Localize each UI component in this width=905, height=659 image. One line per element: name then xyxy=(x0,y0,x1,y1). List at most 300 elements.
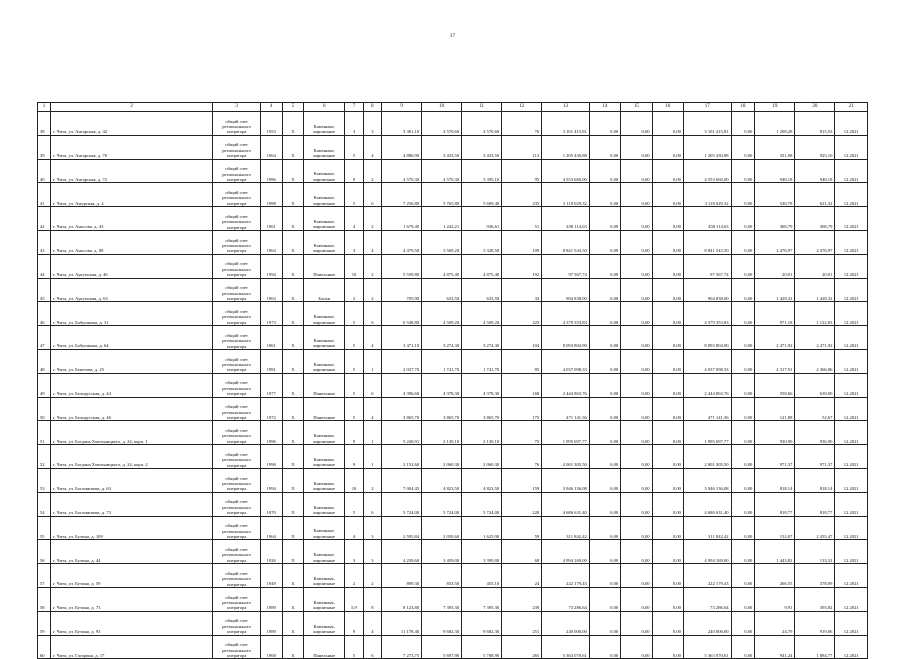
total-cost-cell: 2 001 305,50 xyxy=(542,445,590,469)
max-cost-cell: 971,37 xyxy=(795,445,835,469)
row-index-cell: 46 xyxy=(38,302,51,326)
wall-material-cell: Каменные, кирпичные xyxy=(304,112,345,136)
funding-cell: 0,00 xyxy=(621,540,652,564)
total-area-cell: 4 886,90 xyxy=(382,135,422,159)
unit-cost-cell: 2 471,92 xyxy=(755,326,795,350)
marker-cell: X xyxy=(282,492,304,516)
total-area-cell: 4 396,60 xyxy=(382,373,422,397)
column-number-cell: 16 xyxy=(652,103,683,112)
owner-funds-cell: 222 179,43 xyxy=(683,564,731,588)
wall-material-cell: Каменные, кирпичные xyxy=(304,611,345,635)
account-type-cell: общий счет регионального оператора xyxy=(213,159,261,183)
funding-cell: 0,00 xyxy=(621,183,652,207)
wall-material-cell: Панельные xyxy=(304,397,345,421)
build-year-cell: 1961 xyxy=(260,326,282,350)
owner-funds-cell: 471 141,36 xyxy=(683,397,731,421)
floors-cell: 10 xyxy=(345,468,363,492)
unit-cost-cell: 540,78 xyxy=(755,183,795,207)
unit-cost-cell: 0,00 xyxy=(731,278,755,302)
account-type-cell: общий счет регионального оператора xyxy=(213,373,261,397)
owner-funds-cell: 2 001 305,50 xyxy=(683,445,731,469)
marker-cell: X xyxy=(282,326,304,350)
unit-cost-cell: 368,79 xyxy=(755,207,795,231)
funding-cell: 0,00 xyxy=(621,349,652,373)
planned-date-cell: 12.2021 xyxy=(835,373,868,397)
funding-cell: 0,00 xyxy=(652,159,683,183)
planned-date-cell: 12.2021 xyxy=(835,587,868,611)
max-cost-cell: 639,00 xyxy=(795,373,835,397)
planned-date-cell: 12.2021 xyxy=(835,635,868,659)
account-type-cell: общий счет регионального оператора xyxy=(213,254,261,278)
floors-cell: 5,9 xyxy=(345,587,363,611)
funding-cell: 0,00 xyxy=(589,230,620,254)
funding-cell: 0,00 xyxy=(652,468,683,492)
marker-cell: X xyxy=(282,373,304,397)
total-area-cell: 705,90 xyxy=(382,278,422,302)
wall-material-cell: Каменные, кирпичные xyxy=(304,230,345,254)
residents-cell: 85 xyxy=(502,349,542,373)
funding-cell: 0,00 xyxy=(621,397,652,421)
unit-cost-cell: 1 428,32 xyxy=(755,278,795,302)
floors-cell: 4 xyxy=(345,207,363,231)
column-number-cell: 15 xyxy=(621,103,652,112)
entrances-cell: 3 xyxy=(363,516,381,540)
address-cell: г. Чита, ул. Богомягкова, д. 63 xyxy=(50,468,212,492)
floors-cell: 5 xyxy=(345,373,363,397)
total-area-cell: 4 239,60 xyxy=(382,540,422,564)
funding-cell: 0,00 xyxy=(589,611,620,635)
unit-cost-cell: 0,00 xyxy=(731,349,755,373)
unit-cost-cell: 152,07 xyxy=(755,516,795,540)
row-index-cell: 44 xyxy=(38,254,51,278)
max-cost-cell: 2 476,97 xyxy=(795,230,835,254)
owned-area-cell: 2 130,10 xyxy=(462,421,502,445)
owned-area-cell: 3 433,50 xyxy=(462,135,502,159)
unit-cost-cell: 0,00 xyxy=(731,373,755,397)
column-number-cell: 12 xyxy=(502,103,542,112)
total-cost-cell: 4 553 660,00 xyxy=(542,159,590,183)
account-type-cell: общий счет регионального оператора xyxy=(213,278,261,302)
owned-area-cell: 9 682,30 xyxy=(462,611,502,635)
total-area-cell: 2 152,60 xyxy=(382,445,422,469)
table-row xyxy=(38,183,868,207)
funding-cell: 0,00 xyxy=(652,349,683,373)
residents-cell: 75 xyxy=(502,421,542,445)
owner-funds-cell: 904 838,00 xyxy=(683,278,731,302)
account-type-cell: общий счет регионального оператора xyxy=(213,587,261,611)
total-cost-cell: 4 379 353,83 xyxy=(542,302,590,326)
row-index-cell: 53 xyxy=(38,468,51,492)
unit-cost-cell: 121,88 xyxy=(755,397,795,421)
entrances-cell: 1 xyxy=(363,421,381,445)
wall-material-cell: Каменные, кирпичные xyxy=(304,183,345,207)
row-index-cell: 45 xyxy=(38,278,51,302)
account-type-cell: общий счет регионального оператора xyxy=(213,611,261,635)
funding-cell: 0,00 xyxy=(589,135,620,159)
funding-cell: 0,00 xyxy=(621,230,652,254)
owner-funds-cell: 3 946 136,08 xyxy=(683,468,731,492)
address-cell: г. Чита, ул. Богомягкова, д. 73 xyxy=(50,492,212,516)
entrances-cell: 1 xyxy=(363,349,381,373)
address-cell: г. Чита, ул. Аносова, д. 43 xyxy=(50,207,212,231)
address-cell: г. Чита, ул. Бабушкина, д. 31 xyxy=(50,302,212,326)
planned-date-cell: 12.2021 xyxy=(835,230,868,254)
owner-funds-cell: 4 994 169,00 xyxy=(683,540,731,564)
residents-cell: 76 xyxy=(502,445,542,469)
owned-area-cell: 2 570,60 xyxy=(462,112,502,136)
row-index-cell: 56 xyxy=(38,540,51,564)
unit-cost-cell: 0,00 xyxy=(731,207,755,231)
table-row xyxy=(38,492,868,516)
wall-material-cell: Панельные xyxy=(304,373,345,397)
owner-funds-cell: 4 037 098,33 xyxy=(683,349,731,373)
wall-material-cell: Каменные, кирпичные xyxy=(304,349,345,373)
unit-cost-cell: 9,91 xyxy=(755,587,795,611)
funding-cell: 0,00 xyxy=(621,278,652,302)
funding-cell: 0,00 xyxy=(589,183,620,207)
address-cell: г. Чита, ул. Амурская, д. 4 xyxy=(50,183,212,207)
marker-cell: X xyxy=(282,159,304,183)
total-cost-cell: 4 686 631,40 xyxy=(542,492,590,516)
table-row xyxy=(38,112,868,136)
unit-cost-cell: 0,00 xyxy=(731,254,755,278)
max-cost-cell: 368,79 xyxy=(795,207,835,231)
table-row xyxy=(38,516,868,540)
residents-cell: 159 xyxy=(502,468,542,492)
planned-date-cell: 12.2021 xyxy=(835,468,868,492)
marker-cell: X xyxy=(282,540,304,564)
owner-funds-cell: 5 363 070,61 xyxy=(683,635,731,659)
address-cell: г. Чита, ул. Бабушкина, д. 64 xyxy=(50,326,212,350)
address-cell: г. Чита, ул. Ангарская, д. 70 xyxy=(50,135,212,159)
funding-cell: 0,00 xyxy=(621,421,652,445)
column-number-cell: 3 xyxy=(213,103,261,112)
residents-cell: 59 xyxy=(502,516,542,540)
unit-cost-cell: 1 443,82 xyxy=(755,540,795,564)
residents-cell: 51 xyxy=(502,207,542,231)
marker-cell: X xyxy=(282,587,304,611)
funding-cell: 0,00 xyxy=(621,302,652,326)
address-cell: г. Чита, ул. Гагарина, д. 17 xyxy=(50,635,212,659)
planned-date-cell: 12.2021 xyxy=(835,302,868,326)
floors-cell: 9 xyxy=(345,611,363,635)
marker-cell: X xyxy=(282,349,304,373)
owner-funds-cell: 311 842,42 xyxy=(683,516,731,540)
living-area-cell: 2 060,30 xyxy=(422,445,462,469)
wall-material-cell: Каменные, кирпичные xyxy=(304,564,345,588)
max-cost-cell: 2 366,86 xyxy=(795,349,835,373)
planned-date-cell: 12.2021 xyxy=(835,349,868,373)
residents-cell: 68 xyxy=(502,540,542,564)
total-area-cell: 2 595,84 xyxy=(382,516,422,540)
table-row xyxy=(38,445,868,469)
max-cost-cell: 815,53 xyxy=(795,112,835,136)
total-cost-cell: 240 000,00 xyxy=(542,611,590,635)
marker-cell: X xyxy=(282,397,304,421)
floors-cell: 2 xyxy=(345,278,363,302)
marker-cell: X xyxy=(282,183,304,207)
funding-cell: 0,00 xyxy=(589,540,620,564)
total-area-cell: 7 004,45 xyxy=(382,468,422,492)
max-cost-cell: 133,32 xyxy=(795,540,835,564)
row-index-cell: 58 xyxy=(38,587,51,611)
planned-date-cell: 12.2021 xyxy=(835,112,868,136)
table-row xyxy=(38,349,868,373)
build-year-cell: 1949 xyxy=(260,564,282,588)
entrances-cell: 2 xyxy=(363,564,381,588)
total-area-cell: 4 570,30 xyxy=(382,159,422,183)
unit-cost-cell: 930,90 xyxy=(755,421,795,445)
owner-funds-cell: 240 000,00 xyxy=(683,611,731,635)
marker-cell: X xyxy=(282,516,304,540)
unit-cost-cell: 0,00 xyxy=(731,397,755,421)
column-number-cell: 13 xyxy=(542,103,590,112)
entrances-cell: 6 xyxy=(363,183,381,207)
residents-cell: 168 xyxy=(502,373,542,397)
column-number-cell: 6 xyxy=(304,103,345,112)
unit-cost-cell: 0,00 xyxy=(731,611,755,635)
planned-date-cell: 12.2021 xyxy=(835,135,868,159)
owned-area-cell: 3 865,70 xyxy=(462,397,502,421)
table-row xyxy=(38,468,868,492)
funding-cell: 0,00 xyxy=(652,635,683,659)
funding-cell: 0,00 xyxy=(652,112,683,136)
unit-cost-cell: 0,00 xyxy=(731,445,755,469)
total-cost-cell: 3 946 136,08 xyxy=(542,468,590,492)
planned-date-cell: 12.2021 xyxy=(835,254,868,278)
unit-cost-cell: 558,66 xyxy=(755,373,795,397)
funding-cell: 0,00 xyxy=(652,445,683,469)
wall-material-cell: Каменные, кирпичные xyxy=(304,135,345,159)
total-area-cell: 7 273,75 xyxy=(382,635,422,659)
max-cost-cell: 621,32 xyxy=(795,183,835,207)
wall-material-cell: Каменные, кирпичные xyxy=(304,516,345,540)
owned-area-cell: 3 395,10 xyxy=(462,159,502,183)
unit-cost-cell: 941,24 xyxy=(755,635,795,659)
owned-area-cell: 4 823,50 xyxy=(462,468,502,492)
max-cost-cell: 378,09 xyxy=(795,564,835,588)
row-index-cell: 52 xyxy=(38,445,51,469)
planned-date-cell: 12.2021 xyxy=(835,492,868,516)
total-area-cell: 3 471,10 xyxy=(382,326,422,350)
build-year-cell: 1964 xyxy=(260,230,282,254)
row-index-cell: 43 xyxy=(38,230,51,254)
build-year-cell: 1961 xyxy=(260,207,282,231)
living-area-cell: 4 509,20 xyxy=(422,302,462,326)
max-cost-cell: 1 884,77 xyxy=(795,635,835,659)
unit-cost-cell: 0,00 xyxy=(731,230,755,254)
planned-date-cell: 12.2021 xyxy=(835,183,868,207)
residents-cell: 109 xyxy=(502,230,542,254)
unit-cost-cell: 0,00 xyxy=(731,159,755,183)
row-index-cell: 48 xyxy=(38,349,51,373)
table-row xyxy=(38,421,868,445)
table-row xyxy=(38,135,868,159)
wall-material-cell: Панельные xyxy=(304,254,345,278)
entrances-cell: 2 xyxy=(363,468,381,492)
unit-cost-cell: 0,00 xyxy=(731,183,755,207)
wall-material-cell: Каменные, кирпичные xyxy=(304,302,345,326)
address-cell: г. Чита, ул. Артумская, д. 46 xyxy=(50,254,212,278)
wall-material-cell: Блоки xyxy=(304,278,345,302)
unit-cost-cell: 0,00 xyxy=(731,326,755,350)
address-cell: г. Чита, ул. Бекетова, д. 25 xyxy=(50,349,212,373)
row-index-cell: 59 xyxy=(38,611,51,635)
owner-funds-cell: 1 205 430,88 xyxy=(683,135,731,159)
address-cell: г. Чита, ул. Бутина, д. 109 xyxy=(50,516,212,540)
account-type-cell: общий счет регионального оператора xyxy=(213,207,261,231)
funding-cell: 0,00 xyxy=(652,326,683,350)
total-area-cell: 5 559,80 xyxy=(382,254,422,278)
residents-cell: 225 xyxy=(502,302,542,326)
address-cell: г. Чита, ул. Богдана Хмельницкого, д. 24, корп. 1 xyxy=(50,421,212,445)
owned-area-cell: 455,10 xyxy=(462,564,502,588)
residents-cell: 265 xyxy=(502,635,542,659)
total-cost-cell: 8 093 804,90 xyxy=(542,326,590,350)
total-area-cell: 4 479,50 xyxy=(382,230,422,254)
account-type-cell: общий счет регионального оператора xyxy=(213,349,261,373)
owned-area-cell: 2 060,30 xyxy=(462,445,502,469)
address-cell: г. Чита, ул. Богдана Хмельницкого, д. 24, корп. 2 xyxy=(50,445,212,469)
funding-cell: 0,00 xyxy=(652,587,683,611)
entrances-cell: 4 xyxy=(363,611,381,635)
wall-material-cell: Каменные, кирпичные xyxy=(304,492,345,516)
owner-funds-cell: 4 686 631,40 xyxy=(683,492,731,516)
residents-cell: 113 xyxy=(502,135,542,159)
unit-cost-cell: 266,55 xyxy=(755,564,795,588)
address-cell: г. Чита, ул. Артумская, д. 63 xyxy=(50,278,212,302)
floors-cell: 3 xyxy=(345,540,363,564)
owned-area-cell: 5 708,90 xyxy=(462,635,502,659)
build-year-cell: 1953 xyxy=(260,112,282,136)
funding-cell: 0,00 xyxy=(589,564,620,588)
max-cost-cell: 936,90 xyxy=(795,421,835,445)
living-area-cell: 4 875,40 xyxy=(422,254,462,278)
table-row xyxy=(38,207,868,231)
owner-funds-cell: 73 286,64 xyxy=(683,587,731,611)
owned-area-cell: 4 378,30 xyxy=(462,373,502,397)
total-area-cell: 5 240,91 xyxy=(382,421,422,445)
residents-cell: 95 xyxy=(502,159,542,183)
funding-cell: 0,00 xyxy=(589,254,620,278)
funding-cell: 0,00 xyxy=(589,587,620,611)
living-area-cell: 5 724,00 xyxy=(422,492,462,516)
max-cost-cell: 52,67 xyxy=(795,397,835,421)
marker-cell: X xyxy=(282,207,304,231)
funding-cell: 0,00 xyxy=(589,635,620,659)
living-area-cell: 3 433,50 xyxy=(422,135,462,159)
build-year-cell: 1986 xyxy=(260,159,282,183)
unit-cost-cell: 2 476,97 xyxy=(755,230,795,254)
unit-cost-cell: 0,00 xyxy=(731,516,755,540)
owned-area-cell: 936,61 xyxy=(462,207,502,231)
entrances-cell: 4 xyxy=(363,397,381,421)
entrances-cell: 1 xyxy=(363,445,381,469)
funding-cell: 0,00 xyxy=(652,492,683,516)
planned-date-cell: 12.2021 xyxy=(835,445,868,469)
living-area-cell: 4 823,50 xyxy=(422,468,462,492)
planned-date-cell: 12.2021 xyxy=(835,159,868,183)
account-type-cell: общий счет регионального оператора xyxy=(213,112,261,136)
build-year-cell: 1977 xyxy=(260,373,282,397)
wall-material-cell: Каменные, кирпичные xyxy=(304,326,345,350)
funding-cell: 0,00 xyxy=(589,278,620,302)
address-cell: г. Чита, ул. Бутина, д. 44 xyxy=(50,540,212,564)
owner-funds-cell: 97 567,74 xyxy=(683,254,731,278)
total-cost-cell: 3 118 029,32 xyxy=(542,183,590,207)
wall-material-cell: Каменные, кирпичные xyxy=(304,540,345,564)
table-row xyxy=(38,397,868,421)
floors-cell: 5 xyxy=(345,135,363,159)
funding-cell: 0,00 xyxy=(621,159,652,183)
column-number-row xyxy=(38,103,868,112)
total-area-cell: 1 679,40 xyxy=(382,207,422,231)
funding-cell: 0,00 xyxy=(589,159,620,183)
address-cell: г. Чита, ул. Бутина, д. 73 xyxy=(50,587,212,611)
max-cost-cell: 948,18 xyxy=(795,159,835,183)
total-cost-cell: 904 838,00 xyxy=(542,278,590,302)
entrances-cell: 2 xyxy=(363,159,381,183)
total-cost-cell: 4 994 169,00 xyxy=(542,540,590,564)
entrances-cell: 3 xyxy=(363,540,381,564)
marker-cell: X xyxy=(282,278,304,302)
build-year-cell: 1970 xyxy=(260,492,282,516)
funding-cell: 0,00 xyxy=(589,302,620,326)
owned-area-cell: 5 609,40 xyxy=(462,183,502,207)
residents-cell: 33 xyxy=(502,278,542,302)
funding-cell: 0,00 xyxy=(621,326,652,350)
build-year-cell: 1994 xyxy=(260,468,282,492)
living-area-cell: 2 130,10 xyxy=(422,421,462,445)
build-year-cell: 1988 xyxy=(260,183,282,207)
residents-cell: 228 xyxy=(502,492,542,516)
account-type-cell: общий счет регионального оператора xyxy=(213,302,261,326)
funding-cell: 0,00 xyxy=(589,421,620,445)
marker-cell: X xyxy=(282,445,304,469)
funding-cell: 0,00 xyxy=(621,468,652,492)
planned-date-cell: 12.2021 xyxy=(835,207,868,231)
marker-cell: X xyxy=(282,611,304,635)
funding-cell: 0,00 xyxy=(589,373,620,397)
unit-cost-cell: 0,00 xyxy=(731,112,755,136)
floors-cell: 9 xyxy=(345,445,363,469)
planned-date-cell: 12.2021 xyxy=(835,397,868,421)
register-table xyxy=(37,102,868,659)
floors-cell: 5 xyxy=(345,183,363,207)
total-cost-cell: 5 363 070,61 xyxy=(542,635,590,659)
column-number-cell: 5 xyxy=(282,103,304,112)
marker-cell: X xyxy=(282,135,304,159)
residents-cell: 24 xyxy=(502,564,542,588)
max-cost-cell: 393,82 xyxy=(795,587,835,611)
address-cell: г. Чита, ул. Аносова, д. 88 xyxy=(50,230,212,254)
entrances-cell: 2 xyxy=(363,278,381,302)
residents-cell: 175 xyxy=(502,397,542,421)
account-type-cell: общий счет регионального оператора xyxy=(213,135,261,159)
row-index-cell: 54 xyxy=(38,492,51,516)
living-area-cell: 5 765,80 xyxy=(422,183,462,207)
funding-cell: 0,00 xyxy=(621,373,652,397)
row-index-cell: 41 xyxy=(38,183,51,207)
table-row xyxy=(38,564,868,588)
total-cost-cell: 222 179,43 xyxy=(542,564,590,588)
floors-cell: 5 xyxy=(345,302,363,326)
living-area-cell: 9 682,30 xyxy=(422,611,462,635)
planned-date-cell: 12.2021 xyxy=(835,564,868,588)
max-cost-cell: 818,77 xyxy=(795,492,835,516)
funding-cell: 0,00 xyxy=(621,564,652,588)
total-area-cell: 8 123,80 xyxy=(382,587,422,611)
